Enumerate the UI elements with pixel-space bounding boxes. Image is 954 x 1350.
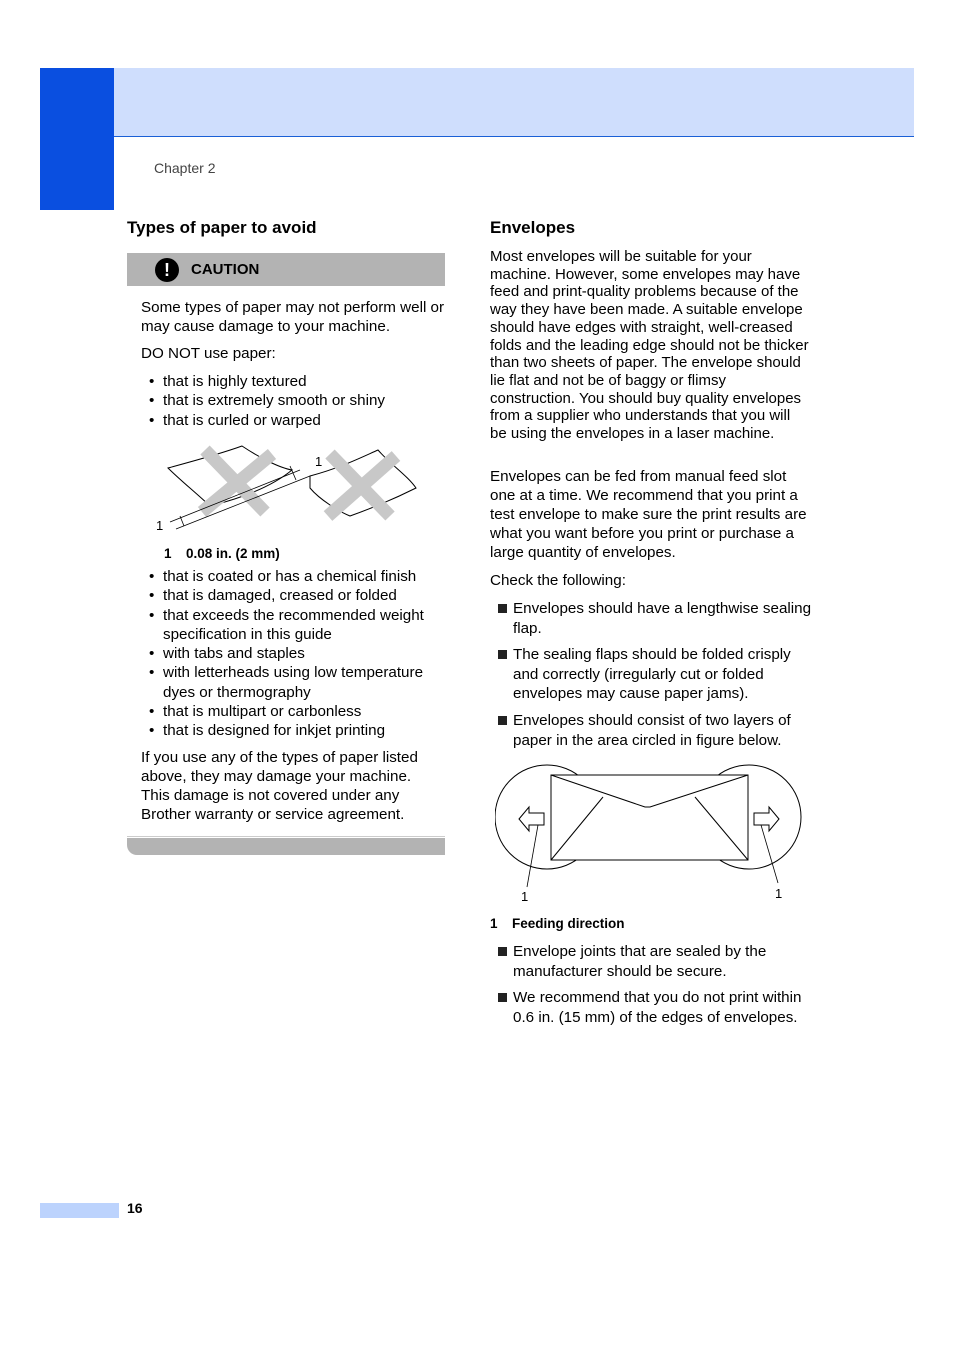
header-band [114, 68, 914, 137]
curled-paper-figure [150, 440, 430, 540]
figure-label-1: 1 [521, 889, 529, 904]
caution-box-header [127, 253, 445, 286]
envelope-figure [495, 763, 805, 908]
list-item: • that is coated or has a chemical finish [141, 567, 446, 586]
caption-text: 0.08 in. (2 mm) [186, 546, 280, 561]
list-item: • that is highly textured [141, 372, 446, 391]
caution-label: CAUTION [191, 261, 260, 278]
envelope-check-item: Envelopes should have a lengthwise sealing flap. [490, 599, 813, 638]
chapter-label: Chapter 2 [154, 160, 216, 176]
list-item: • that is designed for inkjet printing [141, 721, 446, 740]
envelopes-feed-info: Envelopes can be fed from manual feed slot one at a time. We recommend that you print a test envelope to make sure the print results are what you want before you print or purchase a large quantity of envelopes. [490, 468, 807, 561]
list-item: • with letterheads using low temperature dyes or thermography [141, 663, 446, 702]
section-title-paper-avoid: Types of paper to avoid [127, 218, 317, 237]
page-number: 16 [127, 1200, 143, 1216]
list-item: • with tabs and staples [141, 644, 446, 663]
figure-label-1: 1 [315, 454, 323, 469]
list-item: • that is extremely smooth or shiny [141, 391, 446, 410]
caution-warning: If you use any of the types of paper listed above, they may damage your machine. This damage is not covered under any Brother warranty or service agreement. [141, 749, 418, 823]
envelope-check-item: Envelope joints that are sealed by the manufacturer should be secure. [490, 942, 813, 981]
figure-label-1: 1 [156, 518, 164, 533]
arrow-left-icon [519, 807, 544, 831]
list-item: • that is curled or warped [141, 411, 446, 430]
chapter-tab [40, 68, 114, 210]
envelope-check-item: Envelopes should consist of two layers of paper in the area circled in figure below. [490, 711, 813, 750]
list-item: • that is damaged, creased or folded [141, 586, 446, 605]
envelope-check-item: The sealing flaps should be folded crisply and correctly (irregularly cut or folded envelopes may cause paper jams). [490, 645, 813, 704]
envelope-body [551, 775, 748, 860]
envelopes-intro: Most envelopes will be suitable for your machine. However, some envelopes may have feed and print-quality problems because of the way they have been made. A suitable envelope should have edges with straight, well-creased folds and the leading edge should not be thicker than two sheets of paper. The envelope should lie flat and not be of baggy or flimsy construction. You should buy quality envelopes from a supplier who understands that you will be using the envelopes in a laser machine. [490, 248, 809, 443]
do-not-use-label: DO NOT use paper: [141, 345, 276, 362]
list-item: • that exceeds the recommended weight specification in this guide [141, 606, 446, 645]
envelope-check-item: We recommend that you do not print within 0.6 in. (15 mm) of the edges of envelopes. [490, 988, 813, 1027]
check-label: Check the following: [490, 572, 626, 589]
footer-bar [40, 1203, 119, 1218]
section-title-envelopes: Envelopes [490, 218, 576, 237]
figure-label-1: 1 [775, 886, 783, 901]
list-item: • that is multipart or carbonless [141, 702, 446, 721]
caution-box-footer [127, 838, 445, 855]
caution-divider [127, 836, 445, 837]
paper-list-1 [141, 372, 446, 430]
caption-number: 1 [164, 546, 172, 561]
caption-number: 1 [490, 916, 498, 931]
exclamation-icon: ! [155, 258, 179, 282]
arrow-right-icon [754, 807, 779, 831]
figure-caption-dimension [164, 546, 280, 561]
paper-list-2 [141, 567, 446, 741]
caution-intro: Some types of paper may not perform well or may cause damage to your machine. [141, 299, 445, 335]
figure-caption-feeding [490, 916, 625, 931]
caption-text: Feeding direction [512, 916, 625, 931]
